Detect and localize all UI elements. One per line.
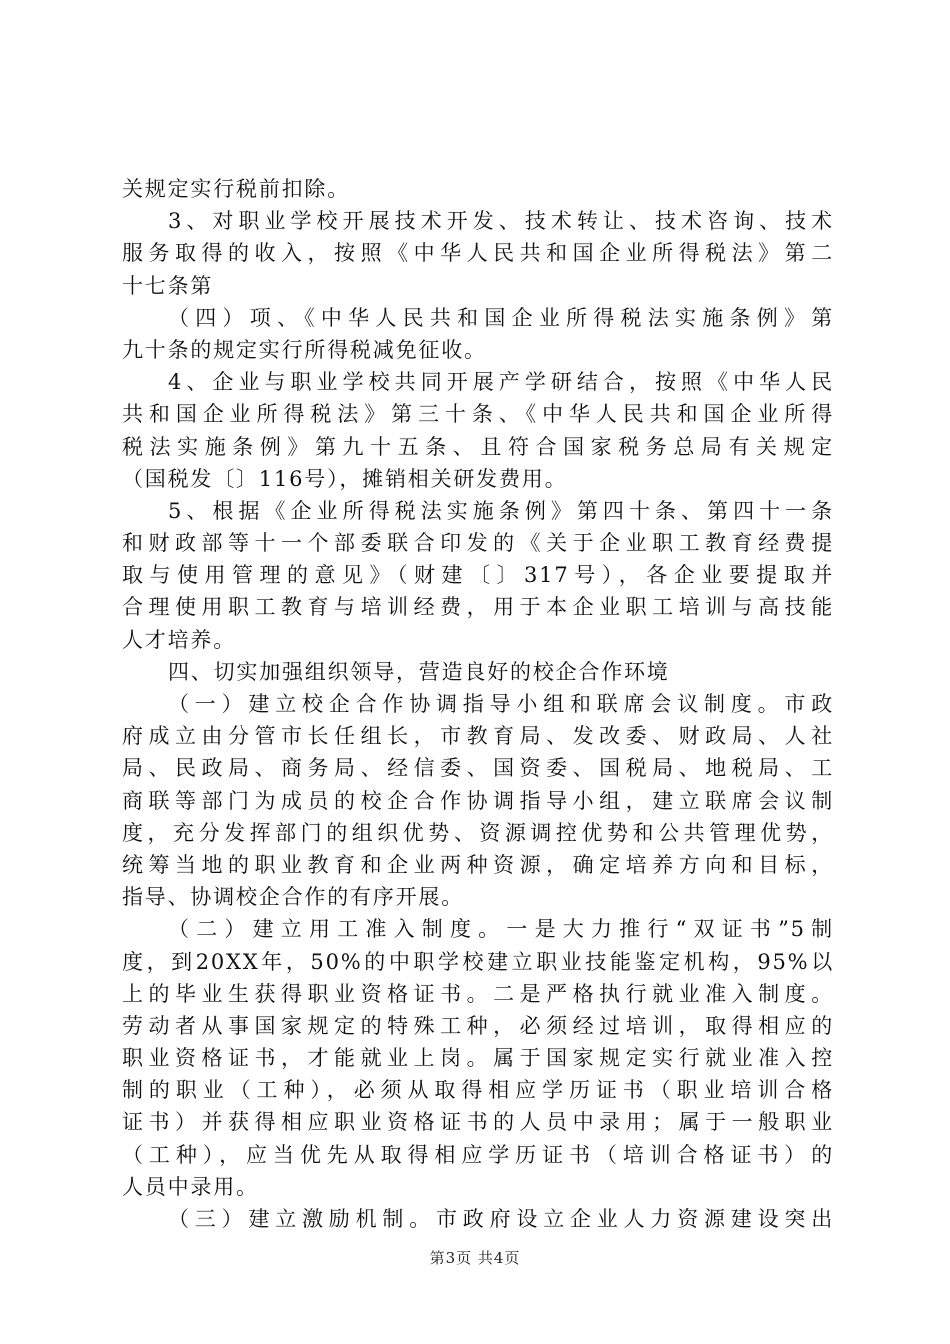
- text-line: 十七条第: [122, 273, 214, 298]
- text-line: 合理使用职工教育与培训经费，用于本企业职工培训与高技能: [122, 595, 834, 620]
- text-line: （三）建立激励机制。市政府设立企业人力资源建设突出: [168, 1207, 834, 1231]
- text-line: 税法实施条例》第九十五条、且符合国家税务总局有关规定: [122, 434, 834, 459]
- text-line: 统筹当地的职业教育和企业两种资源，确定培养方向和目标，: [122, 852, 834, 877]
- text-line: 度，充分发挥部门的组织优势、资源调控优势和公共管理优势，: [122, 820, 834, 845]
- text-line: 和财政部等十一个部委联合印发的《关于企业职工教育经费提: [122, 531, 834, 556]
- text-line: 共和国企业所得税法》第三十条、《中华人民共和国企业所得: [122, 402, 834, 427]
- text-line: 制的职业（工种），必须从取得相应学历证书（职业培训合格: [122, 1078, 834, 1103]
- page-footer: 第3页 共4页: [429, 1249, 521, 1267]
- text-line: 3、对职业学校开展技术开发、技术转让、技术咨询、技术: [168, 209, 834, 234]
- text-line: 人员中录用。: [122, 1174, 259, 1199]
- text-line: 劳动者从事国家规定的特殊工种，必须经过培训，取得相应的: [122, 1013, 834, 1038]
- text-line: 九十条的规定实行所得税减免征收。: [122, 337, 487, 362]
- text-line: 5、根据《企业所得税法实施条例》第四十条、第四十一条: [168, 498, 834, 523]
- text-line: 四、切实加强组织领导，营造良好的校企合作环境: [168, 659, 670, 684]
- text-line: （工种），应当优先从取得相应学历证书（培训合格证书）的: [122, 1142, 834, 1167]
- text-line: 商联等部门为成员的校企合作协调指导小组，建立联席会议制: [122, 788, 834, 813]
- text-line: 证书）并获得相应职业资格证书的人员中录用；属于一般职业: [122, 1110, 834, 1135]
- text-line: 职业资格证书，才能就业上岗。属于国家规定实行就业准入控: [122, 1046, 834, 1071]
- text-line: 人才培养。: [122, 627, 236, 652]
- text-line: 服务取得的收入，按照《中华人民共和国企业所得税法》第二: [122, 241, 834, 266]
- text-line: 指导、协调校企合作的有序开展。: [122, 885, 464, 910]
- text-line: 取与使用管理的意见》（财建〔〕317号），各企业要提取并: [122, 563, 834, 588]
- text-line: 局、民政局、商务局、经信委、国资委、国税局、地税局、工: [122, 756, 834, 781]
- text-line: （二）建立用工准入制度。一是大力推行“双证书”5制: [168, 917, 834, 942]
- text-line: 府成立由分管市长任组长，市教育局、发改委、财政局、人社: [122, 724, 834, 749]
- text-line: （一）建立校企合作协调指导小组和联席会议制度。市政: [168, 692, 834, 716]
- document-body: [122, 173, 834, 1235]
- text-line: （四）项、《中华人民共和国企业所得税法实施条例》第: [168, 305, 834, 330]
- text-line: 度，到20XX年，50%的中职学校建立职业技能鉴定机构，95%以: [122, 949, 834, 974]
- text-line: 4、企业与职业学校共同开展产学研结合，按照《中华人民: [168, 370, 834, 395]
- text-line: 关规定实行税前扣除。: [122, 177, 350, 201]
- text-line: （国税发〔〕116号），摊销相关研发费用。: [122, 466, 568, 491]
- text-line: 上的毕业生获得职业资格证书。二是严格执行就业准入制度。: [122, 981, 834, 1006]
